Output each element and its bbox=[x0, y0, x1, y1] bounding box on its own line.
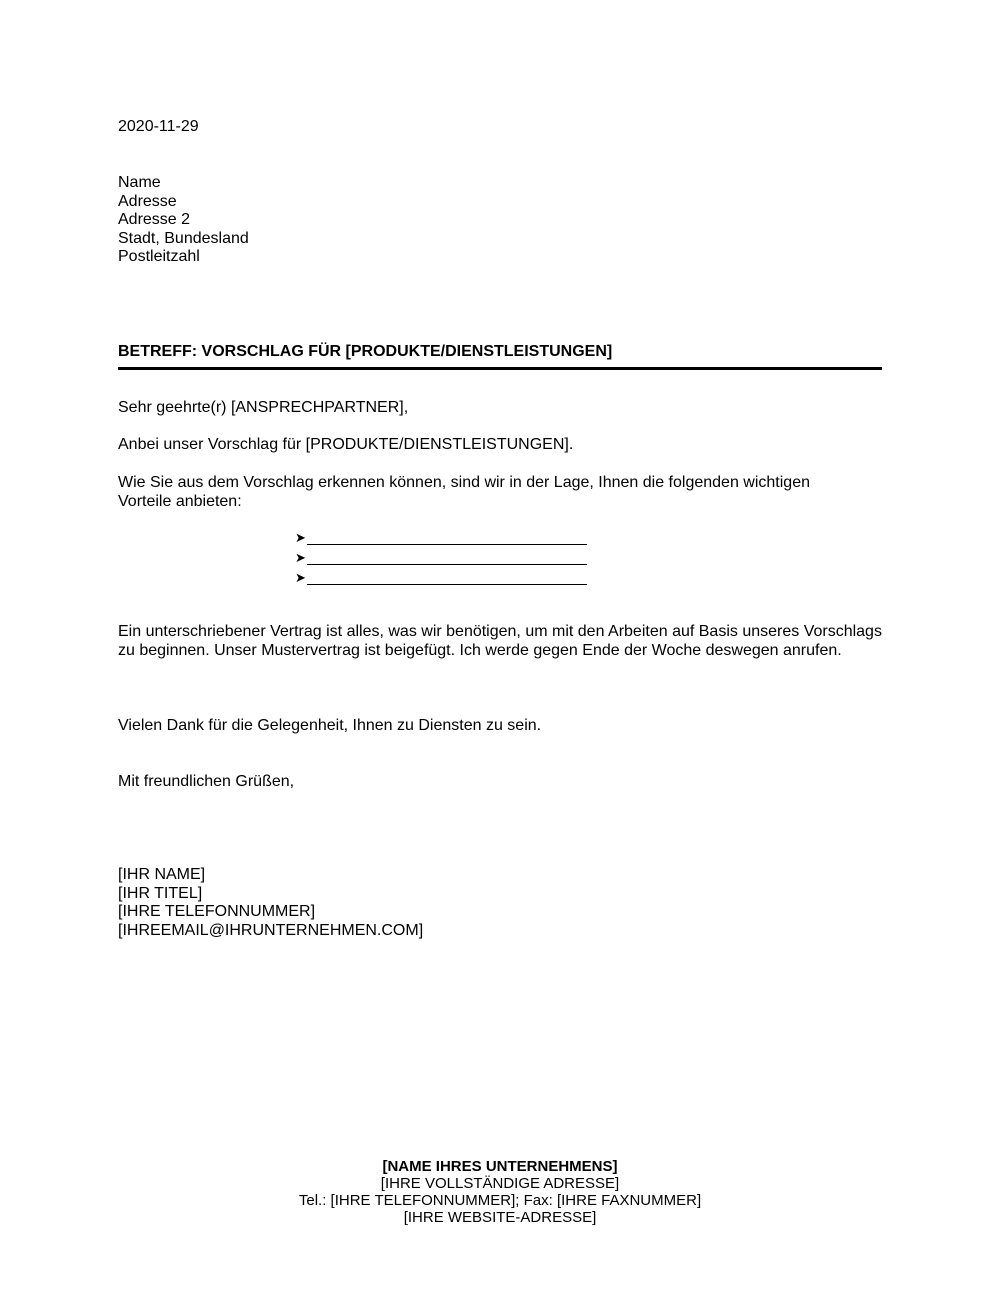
arrow-bullet-icon: ➤ bbox=[295, 550, 306, 565]
footer-phone-fax: Tel.: [IHRE TELEFONNUMMER]; Fax: [IHRE FAXNUMMER] bbox=[298, 1192, 702, 1209]
thanks-paragraph: Vielen Dank für die Gelegenheit, Ihnen zu Diensten zu sein. bbox=[118, 717, 542, 734]
footer-website: [IHRE WEBSITE-ADRESSE] bbox=[403, 1209, 597, 1226]
letter-date: 2020-11-29 bbox=[118, 118, 199, 135]
subject-divider bbox=[118, 367, 882, 370]
recipient-address-line-1: Adresse bbox=[118, 192, 177, 210]
salutation: Sehr geehrte(r) [ANSPRECHPARTNER], bbox=[118, 399, 409, 416]
sender-title: [IHR TITEL] bbox=[118, 884, 203, 902]
sender-phone: [IHRE TELEFONNUMMER] bbox=[118, 903, 316, 920]
benefit-item bbox=[295, 550, 595, 570]
footer-company-name: [NAME IHRES UNTERNEHMENS] bbox=[382, 1158, 618, 1175]
benefit-item bbox=[295, 530, 595, 550]
footer-address: [IHRE VOLLSTÄNDIGE ADRESSE] bbox=[380, 1175, 620, 1192]
arrow-bullet-icon: ➤ bbox=[295, 570, 306, 585]
closing: Mit freundlichen Grüßen, bbox=[118, 773, 295, 790]
recipient-postal-code: Postleitzahl bbox=[118, 248, 200, 265]
arrow-bullet-icon: ➤ bbox=[295, 530, 306, 545]
signature-block bbox=[118, 866, 423, 940]
blank-fill-line bbox=[307, 584, 587, 585]
letterhead-footer bbox=[0, 1158, 1000, 1226]
recipient-address-line-2: Adresse 2 bbox=[118, 211, 191, 228]
benefits-paragraph: Wie Sie aus dem Vorschlag erkennen können, sind wir in der Lage, Ihnen die folgenden wichtigen Vorteile anbieten: bbox=[118, 474, 810, 510]
intro-paragraph: Anbei unser Vorschlag für [PRODUKTE/DIENSTLEISTUNGEN]. bbox=[118, 436, 574, 453]
benefit-item bbox=[295, 570, 595, 590]
sender-email: [IHREEMAIL@IHRUNTERNEHMEN.COM] bbox=[118, 921, 424, 939]
sender-name: [IHR NAME] bbox=[118, 866, 206, 883]
benefits-list bbox=[295, 530, 595, 590]
recipient-name: Name bbox=[118, 174, 161, 191]
subject-line: BETREFF: VORSCHLAG FÜR [PRODUKTE/DIENSTLEISTUNGEN] bbox=[118, 343, 613, 360]
recipient-address-block bbox=[118, 174, 249, 267]
recipient-city-state: Stadt, Bundesland bbox=[118, 229, 249, 247]
contract-paragraph: Ein unterschriebener Vertrag ist alles, was wir benötigen, um mit den Arbeiten auf Basis unseres Vorschlags zu beginnen. Unser Mustervertrag ist beigefügt. Ich werde gegen Ende der Woche deswegen anrufen. bbox=[118, 623, 882, 659]
blank-fill-line bbox=[307, 564, 587, 565]
blank-fill-line bbox=[307, 544, 587, 545]
